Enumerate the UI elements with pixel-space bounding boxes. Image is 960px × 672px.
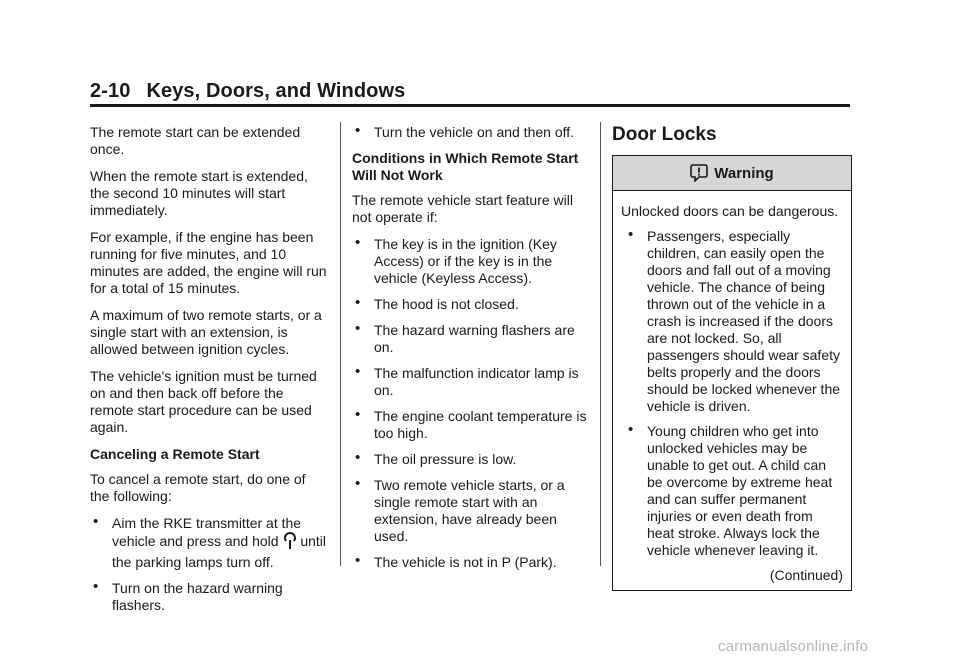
list-item-text: until the parking lamps turn off. [112, 533, 327, 570]
column-2 [352, 124, 588, 580]
column-divider-2 [600, 122, 601, 566]
paragraph: For example, if the engine has been running for five minutes, and 10 minutes are added, the engine will run for a total of 15 minutes. [90, 229, 327, 296]
column-3 [612, 124, 852, 591]
paragraph: The remote start can be extended once. [90, 124, 301, 157]
paragraph: The vehicle's ignition must be turned on and then back off before the remote start procedure can be used again. [90, 368, 317, 435]
warning-box [612, 155, 852, 591]
subheading-canceling-remote-start: Canceling a Remote Start [90, 446, 260, 462]
chapter-title: Keys, Doors, and Windows [146, 80, 406, 102]
list-item: • Turn on the hazard warning flashers. [90, 580, 328, 614]
remote-start-icon [284, 532, 296, 554]
list-item: • The hazard warning flashers are on. [352, 322, 588, 356]
warning-body [613, 191, 851, 590]
list-item: • Turn the vehicle on and then off. [352, 124, 588, 141]
list-item: • Young children who get into unlocked vehicles may be unable to get out. A child can be overcome by extreme heat and can suffer permanent injuries or even death from heat stroke. Always lock the vehicle whenever leaving it. [625, 423, 843, 559]
warning-header [613, 156, 851, 191]
page-header [90, 80, 850, 103]
watermark: carmanualsonline.info [718, 638, 869, 655]
list-item: • The hood is not closed. [352, 296, 588, 313]
column-1 [90, 124, 328, 623]
bullet-list [352, 124, 588, 141]
list-item: • The oil pressure is low. [352, 451, 588, 468]
bullet-list [625, 228, 843, 559]
bullet-list [90, 515, 328, 614]
list-item: • Passengers, especially children, can easily open the doors and fall out of a moving vehicle. The chance of being thrown out of the vehicle in a crash is increased if the doors are not locked. So, all passengers should wear safety belts properly and the doors should be locked whenever the vehicle is driven. [625, 228, 843, 415]
bullet-list [352, 236, 588, 571]
column-divider-1 [340, 122, 341, 566]
list-item-text: Aim the RKE transmitter at the vehicle and press and hold [112, 515, 302, 549]
list-item: • The key is in the ignition (Key Access) or if the key is in the vehicle (Keyless Access). [352, 236, 588, 287]
paragraph: To cancel a remote start, do one of the following: [90, 471, 306, 504]
warning-label: Warning [714, 164, 774, 182]
list-item: • Two remote vehicle starts, or a single remote start with an extension, have already been used. [352, 477, 588, 545]
list-item: • The vehicle is not in P (Park). [352, 554, 588, 571]
warning-icon [690, 164, 708, 182]
paragraph: When the remote start is extended, the second 10 minutes will start immediately. [90, 168, 308, 218]
page-number: 2-10 [90, 80, 131, 102]
continued-label: (Continued) [769, 567, 843, 583]
paragraph: The remote vehicle start feature will not operate if: [352, 192, 573, 225]
header-rule [90, 104, 850, 107]
section-title-door-locks: Door Locks [612, 124, 717, 145]
paragraph: A maximum of two remote starts, or a single start with an extension, is allowed between ignition cycles. [90, 307, 322, 357]
subheading-conditions: Conditions in Which Remote Start Will Not Work [352, 150, 579, 183]
warning-intro: Unlocked doors can be dangerous. [621, 203, 839, 219]
list-item [90, 515, 328, 571]
list-item: • The engine coolant temperature is too high. [352, 408, 588, 442]
list-item: • The malfunction indicator lamp is on. [352, 365, 588, 399]
